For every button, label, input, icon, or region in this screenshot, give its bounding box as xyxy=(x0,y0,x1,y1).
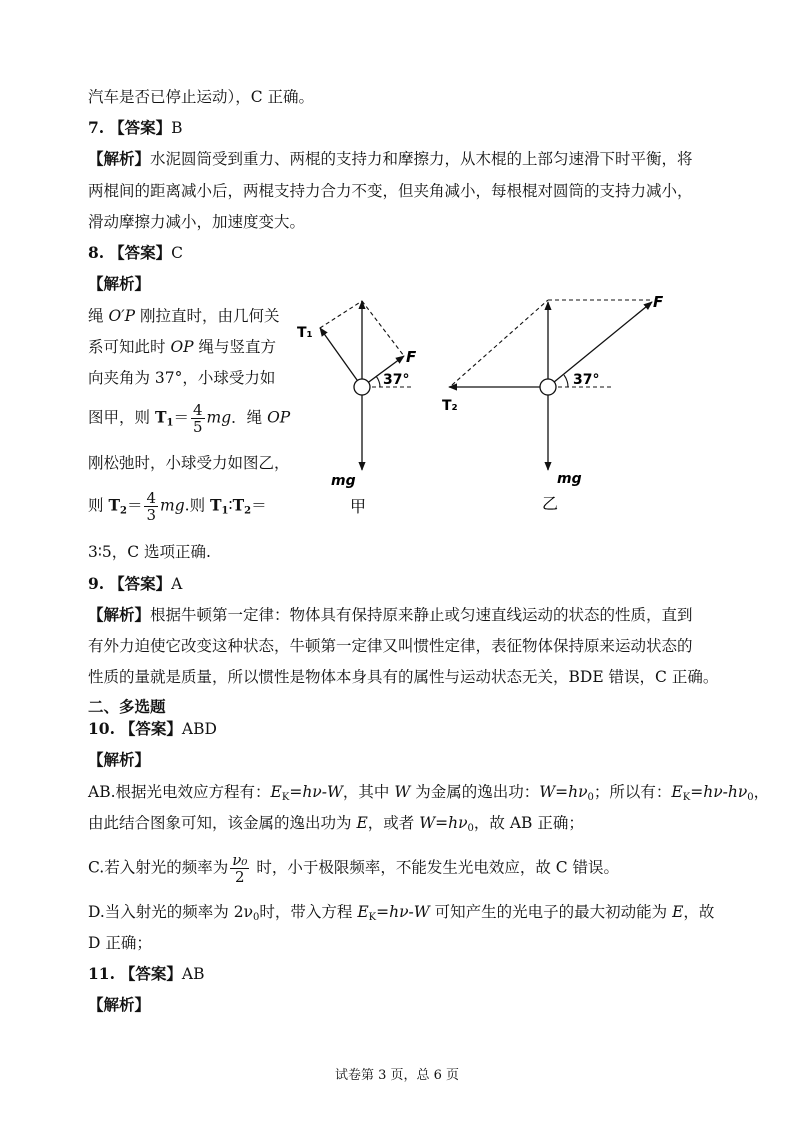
label-mg: mg xyxy=(331,473,356,489)
diagram-right xyxy=(442,293,664,513)
analysis-11: 【解析】 xyxy=(88,995,151,1014)
fraction: $\frac{4}{5}$ xyxy=(192,401,203,436)
force-f-arrow xyxy=(548,302,652,387)
analysis-10: 【解析】 xyxy=(88,750,151,769)
analysis-7: 【解析】水泥圆筒受到重力、两棍的支持力和摩擦力，从木棍的上部匀速滑下时平衡，将 xyxy=(88,149,693,168)
tension-arrow xyxy=(320,328,362,387)
text-line: 系可知此时 OP 绳与竖直方 xyxy=(88,338,277,356)
analysis-9: 【解析】根据牛顿第一定律：物体具有保持原来静止或匀速直线运动的状态的性质，直到 xyxy=(88,605,693,624)
page-footer: 试卷第 3 页，总 6 页 xyxy=(334,1068,460,1083)
text-line: D 正确； xyxy=(88,934,152,952)
label-f: F xyxy=(406,348,417,366)
angle-arc xyxy=(564,375,568,387)
caption-left: 甲 xyxy=(350,497,367,516)
answer-10: 10. 【答案】ABD xyxy=(88,719,217,738)
dashed-line xyxy=(320,301,362,328)
fraction: $\frac{\text{ν₀}}{2}$ xyxy=(232,851,248,886)
text-line: 绳 O′P 刚拉直时，由几何关 xyxy=(88,307,280,325)
text-line: C.若入射光的频率为 $\frac{\text{ν₀}}{2}$ 时，小于极限频率，不能发生光电效应，故 C 错误。 xyxy=(88,851,620,886)
text-line: 3∶5，C 选项正确. xyxy=(88,543,211,561)
fraction: $\frac{4}{3}$ xyxy=(146,489,157,524)
text-line: 向夹角为 37°，小球受力如 xyxy=(88,369,276,387)
dashed-line xyxy=(452,300,548,385)
text-line: AB.根据光电效应方程有：$E_K=h\nu-W$，其中 W 为金属的逸出功：$W=h\nu_0$；所以有：$E_K=h\nu-h\nu_0$， xyxy=(88,783,770,803)
angle-arc xyxy=(376,376,380,387)
caption-right: 乙 xyxy=(542,494,559,513)
label-t1: T₁ xyxy=(297,325,313,341)
dashed-line xyxy=(362,301,404,356)
text-line: 有外力迫使它改变这种状态，牛顿第一定律又叫惯性定律，表征物体保持原来运动状态的 xyxy=(88,637,693,655)
ball xyxy=(354,379,370,395)
text-line: 由此结合图象可知，该金属的逸出功为 E，或者 $W=h\nu_0$，故 AB 正确； xyxy=(88,814,584,834)
text-line: 两棍间的距离减小后，两棍支持力合力不变，但夹角减小，每根棍对圆筒的支持力减小， xyxy=(88,182,693,200)
text-line: 刚松弛时，小球受力如图乙， xyxy=(88,454,290,472)
text-line: 汽车是否已停止运动），C 正确。 xyxy=(88,88,315,106)
label-f: F xyxy=(653,293,664,311)
label-angle: 37° xyxy=(383,372,410,388)
label-mg: mg xyxy=(557,471,582,487)
label-t2: T₂ xyxy=(442,398,458,414)
text-line: 图甲，则 $T_1=$ $\frac{4}{5}$ mg．绳 OP xyxy=(88,401,291,436)
answer-8: 8. 【答案】C xyxy=(88,243,184,262)
answer-11: 11. 【答案】AB xyxy=(88,964,205,983)
text-line: 滑动摩擦力减小，加速度变大。 xyxy=(88,213,306,231)
text-line: 则 $T_2=$ $\frac{4}{3}$ mg.则 $T_1∶T_2=$ xyxy=(88,489,267,524)
label-angle: 37° xyxy=(573,372,600,388)
ball xyxy=(540,379,556,395)
section-heading: 二、多选题 xyxy=(88,697,166,716)
analysis-8: 【解析】 xyxy=(88,274,151,293)
diagram-left xyxy=(297,301,417,516)
answer-9: 9. 【答案】A xyxy=(88,574,183,593)
text-line: 性质的量就是质量，所以惯性是物体本身具有的属性与运动状态无关，BDE 错误，C 正确。 xyxy=(88,668,719,686)
answer-7: 7. 【答案】B xyxy=(88,118,183,137)
text-line: D.当入射光的频率为 $2\nu_0$时，带入方程 $E_K=h\nu-W$ 可知产生的光电子的最大初动能为 E，故 xyxy=(88,903,715,923)
